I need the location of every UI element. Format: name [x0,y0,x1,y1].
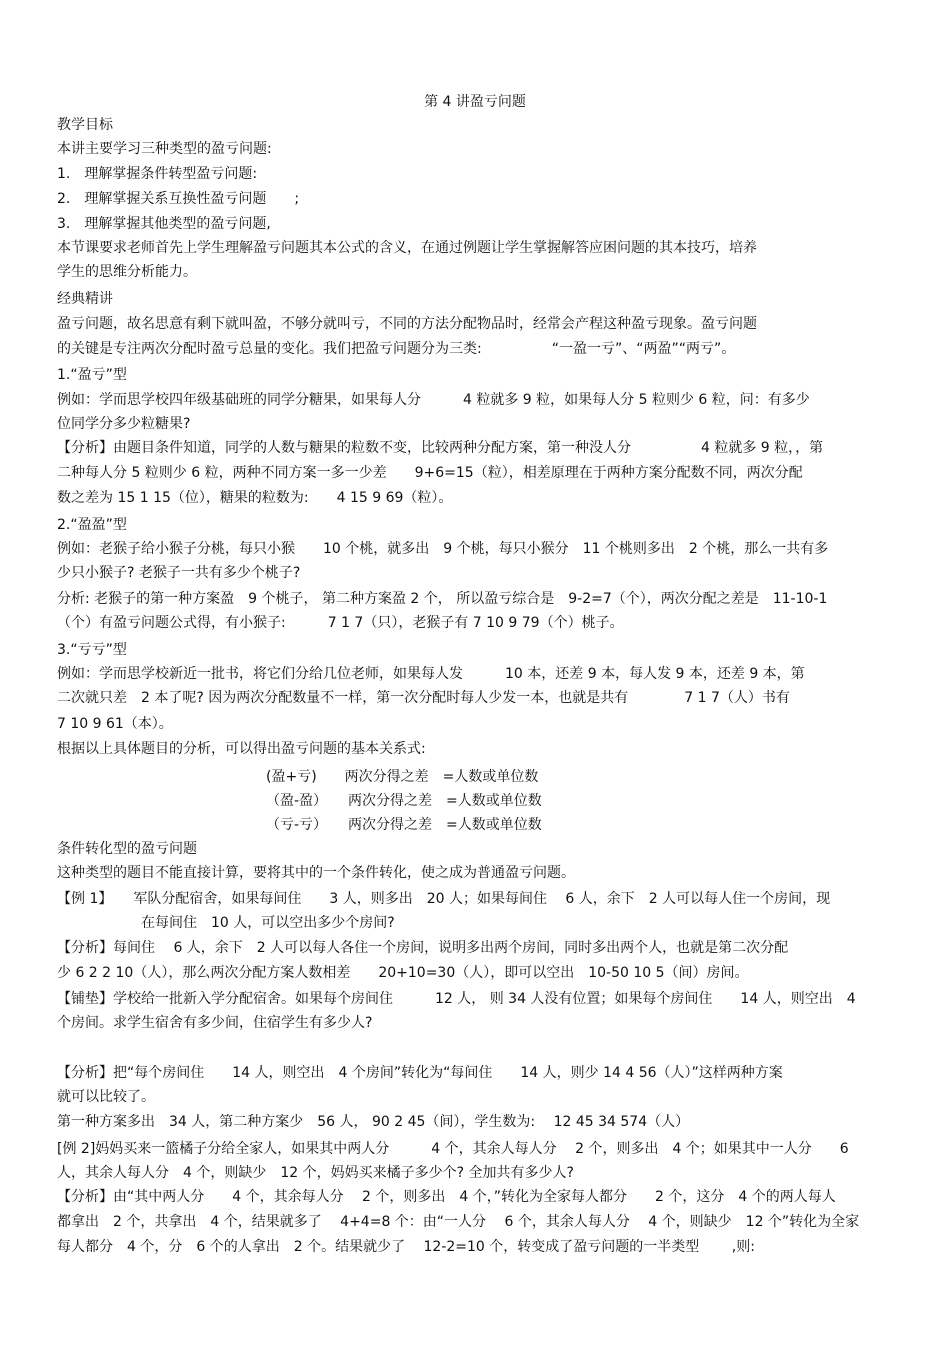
text-line: 3. 理解掌握其他类型的盈亏问题, [57,216,271,232]
page-title: 第 4 讲盈亏问题 [424,94,526,110]
text-line: 二种每人分 5 粒则少 6 粒，两种不同方案一多一少差 9+6=15（粒），相差原理在于两种方案分配数不同，两次分配 [57,465,803,481]
text-line: 根据以上具体题目的分析，可以得出盈亏问题的基本关系式: [57,741,426,757]
text-line: 【例 1】 军队分配宿舍，如果每间住 3 人，则多出 20 人；如果每间住 6 人，余下 2 人可以每人住一个房间，现 [57,891,831,907]
text-line: 每人都分 4 个，分 6 个的人拿出 2 个。结果就少了 12-2=10 个，转变成了盈亏问题的一半类型 ,则: [57,1239,755,1255]
text-line: 3.“亏亏”型 [57,642,127,658]
text-line: 少 6 2 2 10（人），那么两次分配方案人数相差 20+10=30（人），即可以空出 10-50 10 5（间）房间。 [57,965,749,981]
formula-line: (盈+亏) 两次分得之差 =人数或单位数 [266,769,539,785]
text-line: 二次就只差 2 本了呢? 因为两次分配数量不一样，第一次分配时每人少发一本，也就是共有 7 1 7（人）书有 [57,690,790,706]
text-line: 本节课要求老师首先上学生理解盈亏问题其本公式的含义，在通过例题让学生掌握解答应困问题的其本技巧，培养 [57,240,757,256]
text-line: 2. 理解掌握关系互换性盈亏问题 ; [57,191,300,207]
text-line: 教学目标 [57,117,113,133]
formula-line: （亏-亏） 两次分得之差 =人数或单位数 [266,817,542,833]
text-line: 2.“盈盈”型 [57,517,127,533]
text-line: 【分析】把“每个房间住 14 人，则空出 4 个房间”转化为“每间住 14 人，则少 14 4 56（人）”这样两种方案 [57,1065,783,1081]
formula-line: （盈-盈） 两次分得之差 =人数或单位数 [266,793,542,809]
text-line: 第一种方案多出 34 人，第二种方案少 56 人， 90 2 45（间），学生数为: 12 45 34 574（人） [57,1114,690,1130]
text-line: 条件转化型的盈亏问题 [57,841,197,857]
text-line: 在每间住 10 人，可以空出多少个房间? [57,915,395,931]
text-line: 这种类型的题目不能直接计算，要将其中的一个条件转化，使之成为普通盈亏问题。 [57,865,575,881]
text-line: 本讲主要学习三种类型的盈亏问题: [57,141,272,157]
text-line: 学生的思维分析能力。 [57,264,197,280]
text-line: 少只小猴子? 老猴子一共有多少个桃子? [57,565,301,581]
text-line: 经典精讲 [57,291,113,307]
text-line: 的关键是专注两次分配时盈亏总量的变化。我们把盈亏问题分为三类: “一盈一亏”、“两盈”“两亏”。 [57,341,736,357]
text-line: 【分析】由题目条件知道，同学的人数与糖果的粒数不变，比较两种分配方案，第一种没人分 4 粒就多 9 粒，，第 [57,440,824,456]
text-line: 位同学分多少粒糖果? [57,416,191,432]
text-line: 人，其余人每人分 4 个，则缺少 12 个，妈妈买来橘子多少个? 全加共有多少人? [57,1165,574,1181]
text-line: 【分析】每间住 6 人，余下 2 人可以每人各住一个房间，说明多出两个房间，同时多出两个人，也就是第二次分配 [57,940,789,956]
text-line: 【铺垫】学校给一批新入学分配宿舍。如果每个房间住 12 人， 则 34 人没有位置；如果每个房间住 14 人，则空出 4 [57,991,856,1007]
text-line: 例如：学而思学校四年级基础班的同学分糖果，如果每人分 4 粒就多 9 粒，如果每人分 5 粒则少 6 粒，问：有多少 [57,392,810,408]
text-line: 7 10 9 61（本）。 [57,716,173,732]
text-line: 例如：学而思学校新近一批书，将它们分给几位老师，如果每人发 10 本，还差 9 本，每人发 9 本，还差 9 本，第 [57,666,805,682]
text-line: 都拿出 2 个，共拿出 4 个，结果就多了 4+4=8 个：由“一人分 6 个，其余人每人分 4 个，则缺少 12 个”转化为全家 [57,1214,860,1230]
text-line: 数之差为 15 1 15（位），糖果的粒数为: 4 15 9 69（粒）。 [57,490,453,506]
text-line: [例 2]妈妈买来一篮橘子分给全家人，如果其中两人分 4 个，其余人每人分 2 个，则多出 4 个；如果其中一人分 6 [57,1141,849,1157]
text-line: 【分析】由“其中两人分 4 个，其余每人分 2 个，则多出 4 个，”转化为全家每人都分 2 个，这分 4 个的两人每人 [57,1189,836,1205]
text-line: 个房间。求学生宿舍有多少间，住宿学生有多少人? [57,1015,373,1031]
text-line: 例如：老猴子给小猴子分桃，每只小猴 10 个桃，就多出 9 个桃，每只小猴分 11 个桃则多出 2 个桃，那么一共有多 [57,541,829,557]
text-line: 1. 理解掌握条件转型盈亏问题: [57,166,258,182]
text-line: 1.“盈亏”型 [57,367,127,383]
text-line: 就可以比较了。 [57,1089,155,1105]
text-line: 盈亏问题，故名思意有剩下就叫盈，不够分就叫亏，不同的方法分配物品时，经常会产程这种盈亏现象。盈亏问题 [57,316,757,332]
text-line: 分析: 老猴子的第一种方案盈 9 个桃子， 第二种方案盈 2 个， 所以盈亏综合是 9-2=7（个），两次分配之差是 11-10-1 [57,591,828,607]
text-line: （个）有盈亏问题公式得，有小猴子: 7 1 7（只），老猴子有 7 10 9 79（个）桃子。 [57,615,624,631]
